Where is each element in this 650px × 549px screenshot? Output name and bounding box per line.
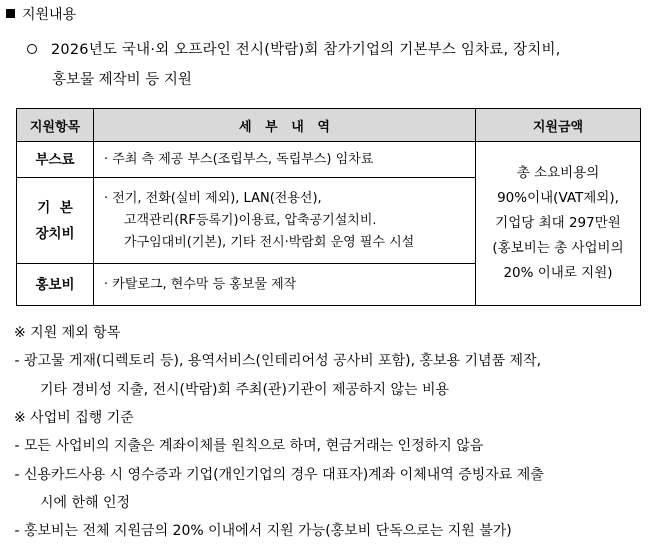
detail-booth: · 주최 측 제공 부스(조립부스, 독립부스) 임차료: [94, 142, 476, 178]
category-booth: 부스료: [17, 142, 94, 178]
circle-bullet-icon: [27, 44, 37, 54]
amount-line: 기업당 최대 297만원: [495, 215, 621, 231]
detail-basic-equipment: [94, 178, 476, 264]
table-header-row: [17, 109, 641, 142]
category-line: 장치비: [35, 225, 75, 242]
support-item-text-1: 2026년도 국내·외 오프라인 전시(박람)회 참가기업의 기본부스 임차료, 장치비,: [51, 42, 561, 58]
exclusion-item-1-cont: 기타 경비성 지출, 전시(박람)회 주최(관)기관이 제공하지 않는 비용: [40, 382, 450, 398]
section-heading: [6, 4, 76, 24]
support-item-text-2: 홍보물 제작비 등 지원: [52, 72, 192, 88]
execution-title: ※ 사업비 집행 기준: [14, 410, 134, 426]
category-basic-equipment: [17, 178, 94, 264]
amount-cell: [476, 142, 641, 306]
support-item-line: [27, 38, 561, 59]
detail-line: 가구임대비(기본), 기타 전시·박람회 운영 필수 시설: [124, 234, 415, 250]
support-table: [16, 108, 641, 306]
category-promotion: 홍보비: [17, 264, 94, 306]
amount-line: 20% 이내로 지원): [503, 265, 613, 281]
category-line: 기 본: [37, 199, 73, 216]
table-row: [17, 142, 641, 178]
header-amount: 지원금액: [476, 109, 641, 142]
amount-line: 총 소요비용의: [516, 165, 600, 181]
exclusion-title: ※ 지원 제외 항목: [14, 325, 121, 341]
header-category: 지원항목: [17, 109, 94, 142]
header-detail: 세 부 내 역: [94, 109, 476, 142]
execution-item-2-cont: 시에 한해 인정: [40, 495, 131, 511]
square-bullet-icon: [6, 9, 15, 18]
amount-line: 90%이내(VAT제외),: [497, 190, 619, 206]
execution-item-2: - 신용카드사용 시 영수증과 기업(개인기업의 경우 대표자)계좌 이체내역 증빙자료 제출: [10, 467, 544, 483]
exclusion-item-1: - 광고물 게재(디렉토리 등), 용역서비스(인테리어성 공사비 포함), 홍보용 기념품 제작,: [10, 353, 542, 369]
execution-item-1: - 모든 사업비의 지출은 계좌이체를 원칙으로 하며, 현금거래는 인정하지 않음: [10, 438, 484, 454]
section-title: 지원내용: [22, 7, 77, 23]
detail-line: · 전기, 전화(실비 제외), LAN(전용선),: [104, 190, 322, 206]
detail-promotion: · 카탈로그, 현수막 등 홍보물 제작: [94, 264, 476, 306]
amount-line: (홍보비는 총 사업비의: [492, 240, 624, 256]
detail-line: 고객관리(RF등록기)이용료, 압축공기설치비.: [124, 212, 377, 228]
execution-item-3: - 홍보비는 전체 지원금의 20% 이내에서 지원 가능(홍보비 단독으로는 지원 불가): [10, 523, 512, 539]
